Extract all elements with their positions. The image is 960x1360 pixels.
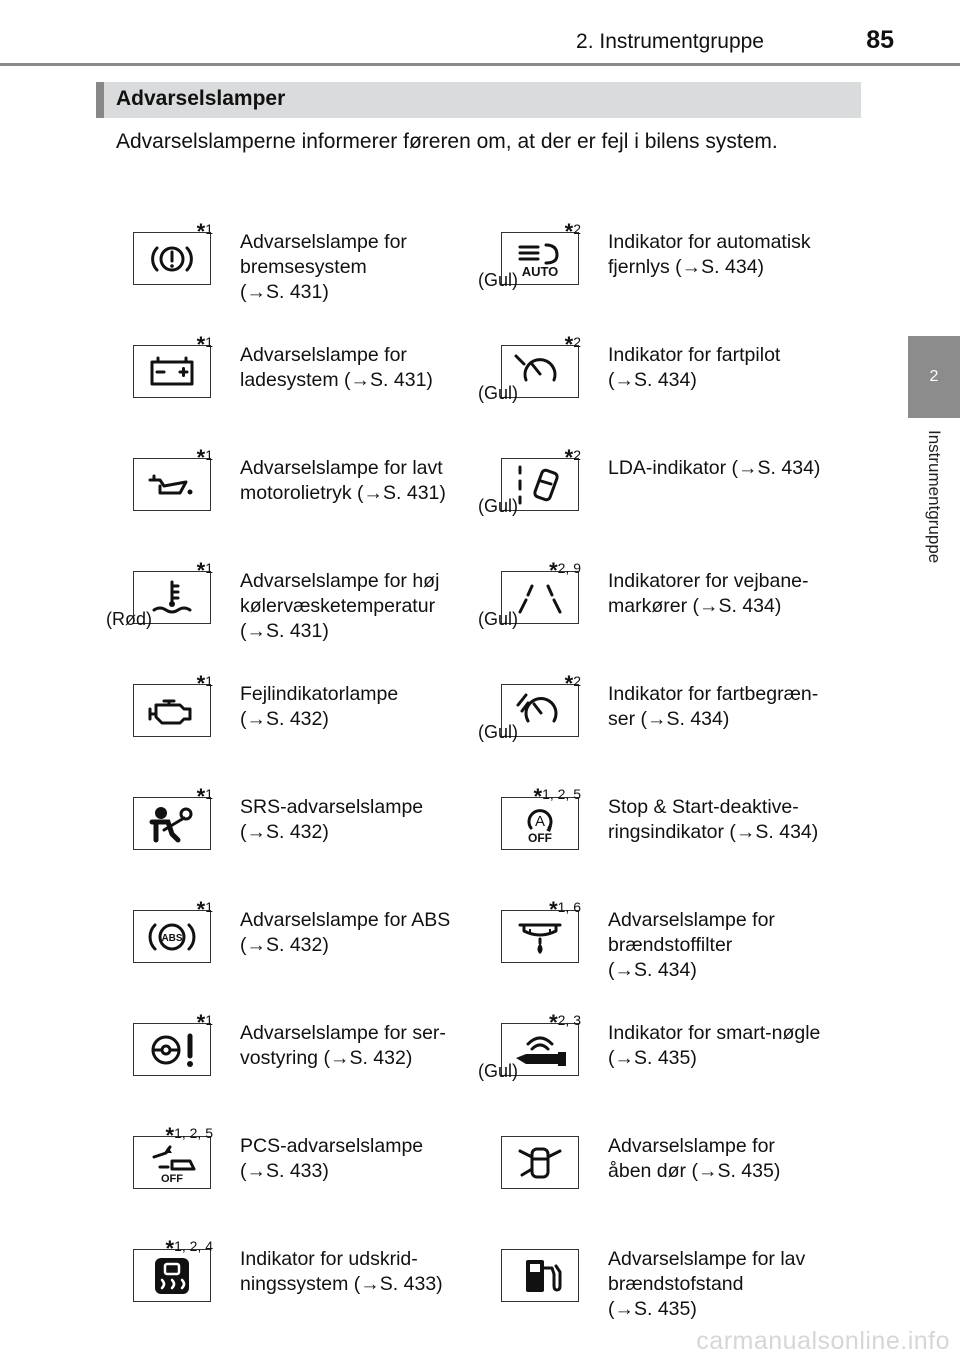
lamp-entry-right: [466, 775, 866, 888]
lamp-color-label: (Gul): [478, 722, 518, 742]
lamp-color-label: (Gul): [478, 270, 518, 290]
lamp-description: LDA-indikator (→S. 434): [608, 457, 821, 479]
footnote-marker: *2, 3: [549, 1010, 581, 1035]
lamp-entry-left: [96, 210, 466, 323]
lamp-icon-frame: [133, 445, 213, 511]
lamp-icon-frame: [133, 1123, 213, 1189]
lamp-entry-left: [96, 1114, 466, 1227]
lamp-description: Indikator for automatisk fjernlys (→S. 434): [608, 231, 811, 278]
lamp-description: Fejlindikatorlampe (→S. 432): [240, 683, 399, 730]
footnote-marker: *1: [196, 219, 213, 244]
lamp-entry-right: [466, 549, 866, 662]
footnote-marker: *1, 6: [549, 897, 581, 922]
lamp-description: Advarselslampe for høj kølervæsketemperatur (→S. 431): [240, 570, 440, 642]
svg-text:A: A: [534, 812, 546, 830]
lamp-icon-frame: [501, 1136, 579, 1189]
table-row: [96, 436, 866, 549]
footnote-marker: *2, 9: [549, 558, 581, 583]
table-row: [96, 1227, 866, 1340]
lamp-description: Advarselslampe for ABS (→S. 432): [240, 909, 451, 956]
lamp-icon-frame: [501, 1249, 579, 1302]
lamp-entry-left: [96, 1227, 466, 1340]
lamp-entry-left: [96, 436, 466, 549]
lamp-entry-right: [466, 436, 866, 549]
lamp-entry-left: [96, 1001, 466, 1114]
lamp-entry-right: [466, 1001, 866, 1114]
footnote-marker: *1: [196, 445, 213, 470]
footnote-marker: *1, 2, 4: [165, 1236, 213, 1261]
lamp-description: Indikator for udskrid- ningssystem (→S. 433): [240, 1248, 443, 1295]
table-row: [96, 1001, 866, 1114]
lamp-description: Advarselslampe for lav brændstofstand (→S. 435): [608, 1248, 806, 1320]
table-row: [96, 1114, 866, 1227]
lamp-description: Advarselslampe for ser- vostyring (→S. 432): [240, 1022, 446, 1069]
lamp-description: Advarselslampe for åben dør (→S. 435): [608, 1135, 781, 1182]
lamp-description: Advarselslampe for ladesystem (→S. 431): [240, 344, 433, 391]
lamp-description: Advarselslampe for lavt motorolietryk (→S. 431): [240, 457, 446, 504]
lamp-description: Indikatorer for vejbane- markører (→S. 434): [608, 570, 809, 617]
lamp-icon-frame: [501, 784, 581, 850]
section-title: Advarselslamper: [116, 87, 286, 110]
table-row: [96, 662, 866, 775]
table-row: [96, 210, 866, 323]
footnote-marker: *1: [196, 671, 213, 696]
table-row: [96, 549, 866, 662]
intro-paragraph: Advarselslamperne informerer føreren om, at der er fejl i bilens system.: [116, 130, 778, 153]
lamp-description: PCS-advarselslampe (→S. 433): [240, 1135, 424, 1182]
lamp-icon-frame: [133, 784, 213, 850]
lamp-description: SRS-advarselslampe (→S. 432): [240, 796, 424, 843]
header-section-title: 2. Instrumentgruppe: [576, 30, 764, 53]
lamp-icon-frame: [133, 332, 213, 398]
chapter-label: [914, 430, 954, 630]
footnote-marker: *1, 2, 5: [165, 1123, 213, 1148]
table-row: [96, 888, 866, 1001]
lamp-entry-right: [466, 1114, 866, 1227]
section-heading-bar: [96, 82, 861, 118]
lamp-entry-right: [466, 323, 866, 436]
lamp-description: Stop & Start-deaktive- ringsindikator (→S. 434): [608, 796, 819, 843]
footnote-marker: *2: [564, 332, 581, 357]
table-row: [96, 323, 866, 436]
chapter-label-text: Instrumentgruppe: [925, 430, 944, 564]
table-row: [96, 775, 866, 888]
lamp-color-label: (Gul): [478, 1061, 518, 1081]
lamp-entry-right: [466, 210, 866, 323]
footnote-marker: *2: [564, 219, 581, 244]
lamp-description: Indikator for smart-nøgle (→S. 435): [608, 1022, 821, 1069]
lamp-entry-right: [466, 662, 866, 775]
lamp-entry-left: [96, 888, 466, 1001]
lamp-entry-right: [466, 1227, 866, 1340]
lamp-description: Advarselslampe for brændstoffilter (→S. 434): [608, 909, 775, 981]
page-header: [0, 0, 960, 68]
warning-lamp-table: [96, 210, 866, 1340]
lamp-description: Indikator for fartbegræn- ser (→S. 434): [608, 683, 819, 730]
footnote-marker: *2: [564, 445, 581, 470]
footnote-marker: *1: [196, 1010, 213, 1035]
low-fuel-icon: [501, 1249, 579, 1302]
lamp-entry-left: [96, 549, 466, 662]
lamp-icon-frame: [133, 897, 213, 963]
footnote-marker: *2: [564, 671, 581, 696]
lamp-color-label: (Gul): [478, 496, 518, 516]
lamp-icon-frame: [133, 219, 213, 285]
footnote-marker: *1, 2, 5: [533, 784, 581, 809]
lamp-icon-frame: [133, 1236, 213, 1302]
svg-text:OFF: OFF: [161, 1172, 183, 1183]
lamp-entry-right: [466, 888, 866, 1001]
lamp-entry-left: [96, 775, 466, 888]
lamp-entry-left: [96, 323, 466, 436]
footnote-marker: *1: [196, 784, 213, 809]
lamp-description: Advarselslampe for bremsesystem (→S. 431): [240, 231, 407, 303]
chapter-number: 2: [929, 368, 939, 385]
lamp-color-label: (Rød): [106, 609, 152, 629]
footnote-marker: *1: [196, 558, 213, 583]
footnote-marker: *1: [196, 332, 213, 357]
header-rule: [0, 63, 960, 66]
svg-text:ABS: ABS: [161, 932, 183, 944]
lamp-icon-frame: [133, 1010, 213, 1076]
svg-text:AUTO: AUTO: [521, 263, 559, 279]
lamp-entry-left: [96, 662, 466, 775]
lamp-color-label: (Gul): [478, 383, 518, 403]
lamp-icon-frame: [501, 897, 581, 963]
lamp-color-label: (Gul): [478, 609, 518, 629]
chapter-tab: [908, 336, 960, 418]
svg-text:OFF: OFF: [528, 830, 552, 844]
watermark: carmanualsonline.info: [696, 1327, 950, 1355]
lamp-description: Indikator for fartpilot (→S. 434): [608, 344, 781, 391]
page-number: 85: [866, 26, 894, 54]
lamp-icon-frame: [133, 671, 213, 737]
footnote-marker: *1: [196, 897, 213, 922]
open-door-icon: [501, 1136, 579, 1189]
